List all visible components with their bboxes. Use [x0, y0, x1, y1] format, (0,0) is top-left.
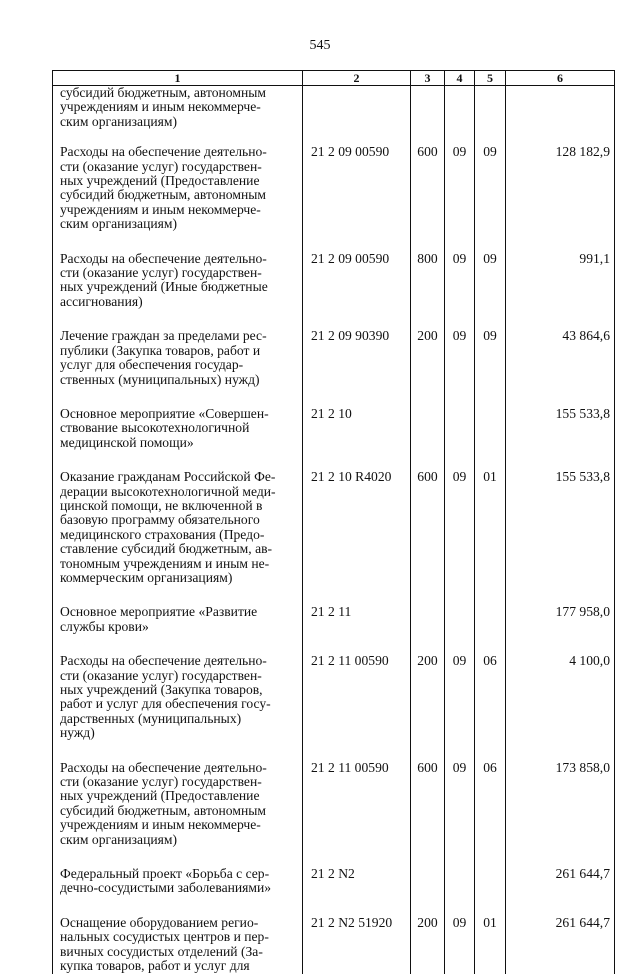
row-col3: 200 — [411, 916, 445, 974]
row-sum: 155 533,8 — [506, 407, 615, 470]
row-col3: 600 — [411, 470, 445, 605]
row-name: Расходы на обеспечение деятельно- сти (оказание услуг) государствен- ных учреждений (Иные бюджетные ассигнования) — [53, 252, 303, 330]
row-col5 — [475, 605, 506, 654]
row-name: Расходы на обеспечение деятельно- сти (оказание услуг) государствен- ных учреждений (Закупка товаров, работ и услуг для обеспечения госу- дарственных (муниципальных) нужд) — [53, 654, 303, 760]
row-col5: 09 — [475, 145, 506, 251]
row-col3 — [411, 605, 445, 654]
row-name: Расходы на обеспечение деятельно- сти (оказание услуг) государствен- ных учреждений (Предоставление субсидий бюджетным, автономным учреждениям и иным некоммерче- ским организациям) — [53, 145, 303, 251]
row-code: 21 2 10 R4020 — [303, 470, 411, 605]
row-name: субсидий бюджетным, автономным учреждениям и иным некоммерче- ским организациям) — [53, 86, 303, 146]
row-col3: 800 — [411, 252, 445, 330]
row-col4: 09 — [445, 654, 475, 760]
table-header-row — [53, 71, 615, 86]
row-col4 — [445, 605, 475, 654]
row-name: Оснащение оборудованием регио- нальных сосудистых центров и пер- вичных сосудистых отделений (За- купка товаров, работ и услуг для — [53, 916, 303, 974]
row-col4: 09 — [445, 145, 475, 251]
row-sum — [506, 86, 615, 146]
row-col4: 09 — [445, 916, 475, 974]
row-col5: 01 — [475, 470, 506, 605]
table-row — [53, 867, 615, 916]
row-code: 21 2 09 00590 — [303, 252, 411, 330]
table-row — [53, 252, 615, 330]
row-sum: 261 644,7 — [506, 867, 615, 916]
table-row — [53, 145, 615, 251]
budget-table — [52, 70, 615, 974]
row-name: Основное мероприятие «Совершен- ствование высокотехнологичной медицинской помощи» — [53, 407, 303, 470]
table-row — [53, 605, 615, 654]
row-col5: 06 — [475, 654, 506, 760]
column-header-1: 1 — [53, 71, 303, 86]
row-code — [303, 86, 411, 146]
row-code: 21 2 10 — [303, 407, 411, 470]
row-col5: 06 — [475, 761, 506, 867]
row-sum: 128 182,9 — [506, 145, 615, 251]
table-row — [53, 86, 615, 146]
row-col3 — [411, 86, 445, 146]
row-col4: 09 — [445, 761, 475, 867]
row-sum: 991,1 — [506, 252, 615, 330]
row-name: Лечение граждан за пределами рес- публики (Закупка товаров, работ и услуг для обеспечения государ- ственных (муниципальных) нужд) — [53, 329, 303, 407]
row-name: Федеральный проект «Борьба с сер- дечно-сосудистыми заболеваниями» — [53, 867, 303, 916]
column-header-6: 6 — [506, 71, 615, 86]
table-row — [53, 470, 615, 605]
row-col4: 09 — [445, 470, 475, 605]
row-col3: 200 — [411, 329, 445, 407]
row-col5 — [475, 407, 506, 470]
row-col4: 09 — [445, 252, 475, 330]
table-row — [53, 916, 615, 974]
column-header-5: 5 — [475, 71, 506, 86]
column-header-4: 4 — [445, 71, 475, 86]
row-col3: 600 — [411, 761, 445, 867]
row-col4: 09 — [445, 329, 475, 407]
row-name: Расходы на обеспечение деятельно- сти (оказание услуг) государствен- ных учреждений (Предоставление субсидий бюджетным, автономным учреждениям и иным некоммерче- ским организациям) — [53, 761, 303, 867]
table-row — [53, 329, 615, 407]
row-col5: 01 — [475, 916, 506, 974]
row-sum: 177 958,0 — [506, 605, 615, 654]
row-code: 21 2 11 — [303, 605, 411, 654]
row-col4 — [445, 407, 475, 470]
page-number: 545 — [309, 38, 331, 53]
table-row — [53, 407, 615, 470]
column-header-2: 2 — [303, 71, 411, 86]
row-code: 21 2 11 00590 — [303, 761, 411, 867]
column-header-3: 3 — [411, 71, 445, 86]
row-col3: 200 — [411, 654, 445, 760]
table-row — [53, 761, 615, 867]
row-sum: 155 533,8 — [506, 470, 615, 605]
row-sum: 4 100,0 — [506, 654, 615, 760]
row-col4 — [445, 867, 475, 916]
row-sum: 261 644,7 — [506, 916, 615, 974]
row-col3 — [411, 407, 445, 470]
row-name: Основное мероприятие «Развитие службы крови» — [53, 605, 303, 654]
table-row — [53, 654, 615, 760]
row-col3: 600 — [411, 145, 445, 251]
row-code: 21 2 09 00590 — [303, 145, 411, 251]
row-code: 21 2 09 90390 — [303, 329, 411, 407]
row-code: 21 2 N2 51920 — [303, 916, 411, 974]
row-col5: 09 — [475, 252, 506, 330]
row-col4 — [445, 86, 475, 146]
row-col5: 09 — [475, 329, 506, 407]
row-col5 — [475, 86, 506, 146]
row-col3 — [411, 867, 445, 916]
row-sum: 43 864,6 — [506, 329, 615, 407]
row-code: 21 2 N2 — [303, 867, 411, 916]
row-sum: 173 858,0 — [506, 761, 615, 867]
row-col5 — [475, 867, 506, 916]
row-name: Оказание гражданам Российской Фе- дерации высокотехнологичной меди- цинской помощи, не включенной в базовую программу обязательного медицинского страхования (Предо- ставление субсидий бюджетным, ав- тономным учреждениям и иным не- коммерческим организациям) — [53, 470, 303, 605]
row-code: 21 2 11 00590 — [303, 654, 411, 760]
